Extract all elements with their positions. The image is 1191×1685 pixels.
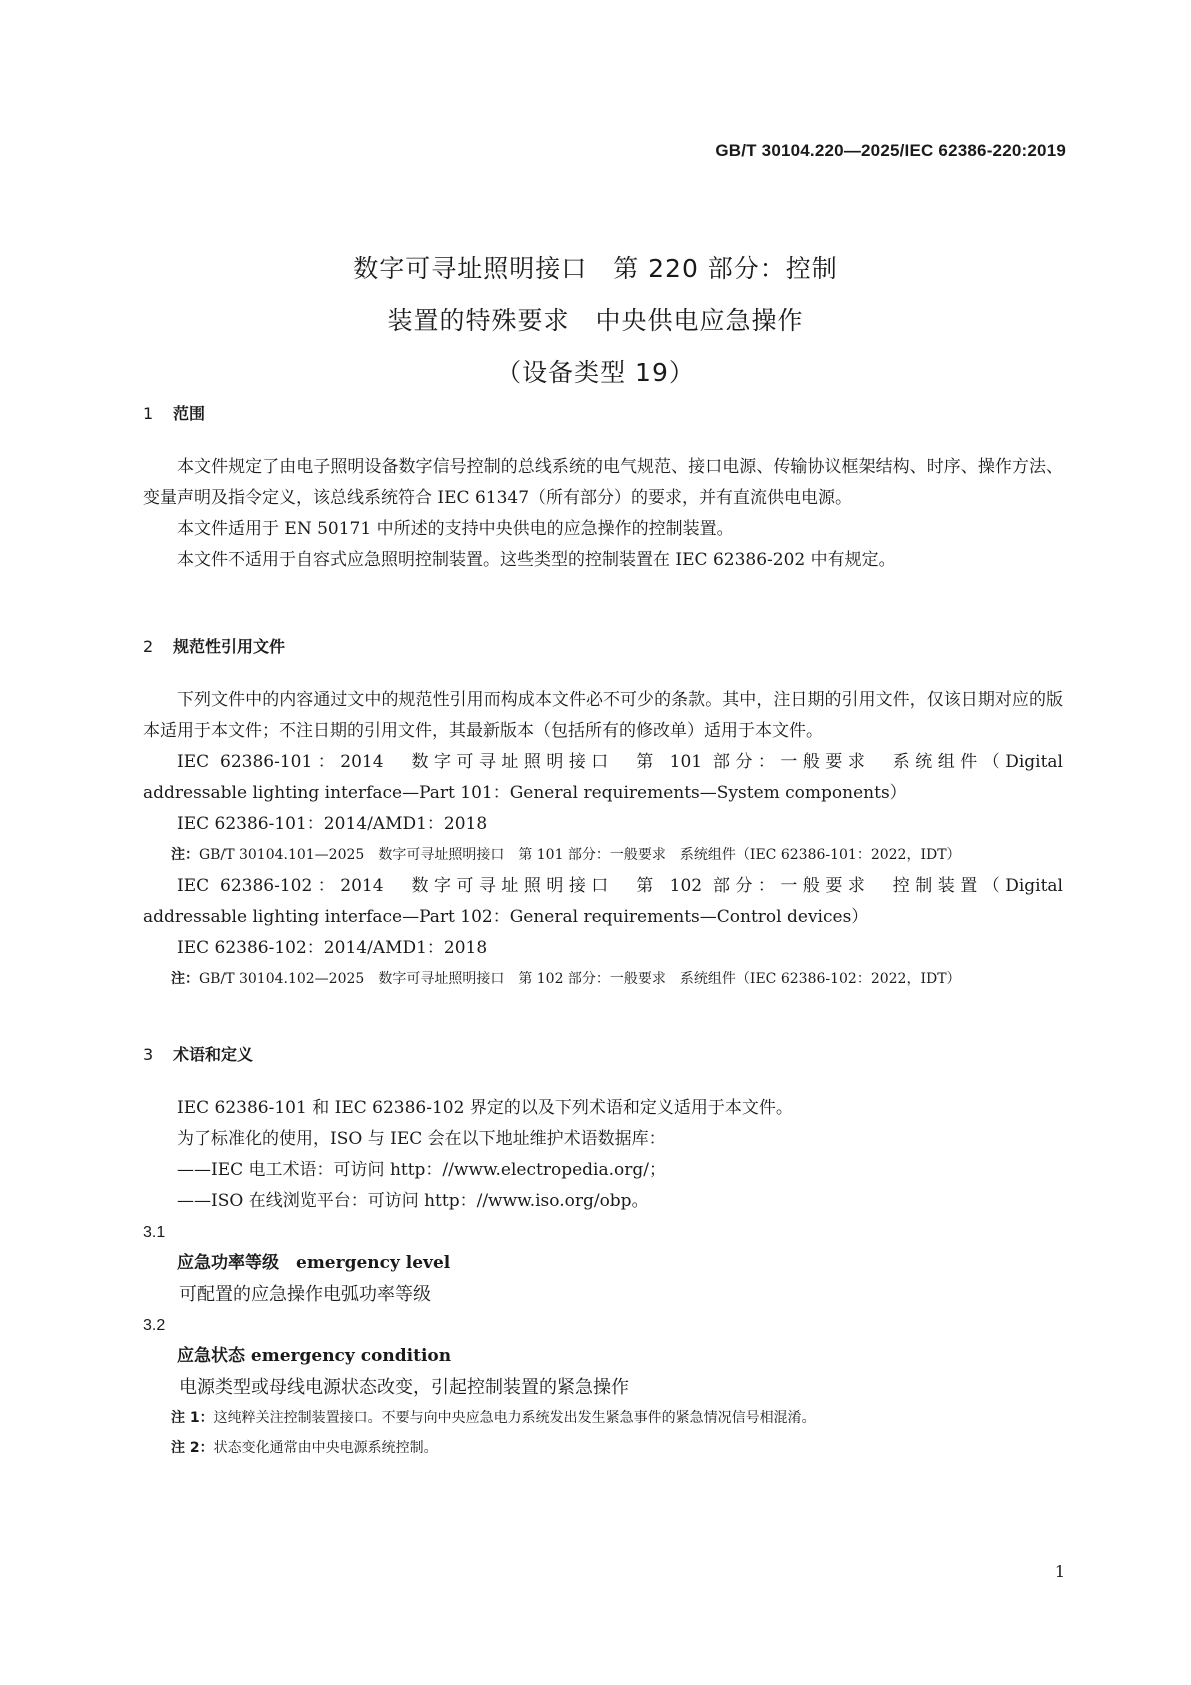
standard-number: GB/T 30104.220—2025/IEC 62386-220:2019 [715,141,1066,160]
reference-amendment: IEC 62386-101：2014/AMD1：2018 [177,814,488,834]
title-line-3: （设备类型 19） [496,358,695,387]
list-item: ——IEC 电工术语：可访问 http：//www.electropedia.org/； [177,1160,666,1180]
reference-title: IEC 62386-102：2014 数字可寻址照明接口 第 102 部分：一般要求 控制装置（Digital [177,876,1063,896]
section-1-body [143,452,1063,576]
title-line-2: 装置的特殊要求 中央供电应急操作 [387,306,804,335]
note-label: 注： [171,971,199,987]
page-number: 1 [1054,1562,1065,1581]
note-text: 状态变化通常由中央电源系统控制。 [213,1440,438,1456]
section-number: 1 [143,404,154,423]
reference-title-cont: addressable lighting interface—Part 102：General requirements—Control devices） [143,907,869,927]
term-note [143,1433,1063,1463]
reference-amendment: IEC 62386-102：2014/AMD1：2018 [177,938,488,958]
term-name-en: emergency condition [250,1346,452,1366]
section-title: 术语和定义 [173,1045,254,1064]
section-title: 规范性引用文件 [173,637,286,656]
section-number: 3 [143,1045,154,1064]
paragraph: 本文件不适用于自容式应急照明控制装置。这些类型的控制装置在 IEC 62386-202 中有规定。 [177,550,896,570]
reference-entry [143,871,1063,933]
reference-note [143,964,1063,995]
reference-note [143,840,1063,871]
section-1-heading [143,401,205,424]
term-name-cn: 应急功率等级 [177,1253,279,1273]
term-number: 3.2 [143,1317,166,1334]
section-2-body [143,685,1063,995]
note-text: GB/T 30104.101—2025 数字可寻址照明接口 第 101 部分：一般要求 系统组件（IEC 62386-101：2022，IDT） [199,847,961,863]
reference-entry [143,747,1063,809]
note-label: 注 1： [171,1410,214,1426]
note-label: 注： [171,847,199,863]
reference-title-cont: addressable lighting interface—Part 101：General requirements—System components） [143,783,907,803]
term-note [143,1403,1063,1433]
reference-title: IEC 62386-101：2014 数字可寻址照明接口 第 101 部分：一般要求 系统组件（Digital [177,752,1063,772]
term-definition: 可配置的应急操作电弧功率等级 [179,1284,431,1305]
section-3-body [143,1093,1063,1463]
section-2-heading [143,634,285,657]
note-text: GB/T 30104.102—2025 数字可寻址照明接口 第 102 部分：一般要求 系统组件（IEC 62386-102：2022，IDT） [199,971,961,987]
title-line-1: 数字可寻址照明接口 第 220 部分：控制 [353,254,838,283]
paragraph: 本文件规定了由电子照明设备数字信号控制的总线系统的电气规范、接口电源、传输协议框架结构、时序、操作方法、变量声明及指令定义，该总线系统符合 IEC 61347（所有部分）的要求，并有直流供电电源。 [143,457,1063,508]
term-name [143,1341,1063,1372]
paragraph: IEC 62386-101 和 IEC 62386-102 界定的以及下列术语和定义适用于本文件。 [177,1098,793,1118]
section-number: 2 [143,637,154,656]
term-definition: 电源类型或母线电源状态改变，引起控制装置的紧急操作 [179,1377,629,1398]
note-label: 注 2： [171,1440,214,1456]
paragraph: 下列文件中的内容通过文中的规范性引用而构成本文件必不可少的条款。其中，注日期的引用文件，仅该日期对应的版本适用于本文件；不注日期的引用文件，其最新版本（包括所有的修改单）适用于本文件。 [143,690,1063,741]
paragraph: 本文件适用于 EN 50171 中所述的支持中央供电的应急操作的控制装置。 [177,519,734,539]
list-item: ——ISO 在线浏览平台：可访问 http：//www.iso.org/obp。 [177,1191,649,1211]
section-3-heading [143,1042,253,1065]
term-name [143,1248,1063,1279]
paragraph: 为了标准化的使用，ISO 与 IEC 会在以下地址维护术语数据库： [177,1129,666,1149]
section-title: 范围 [173,404,206,423]
note-text: 这纯粹关注控制装置接口。不要与向中央应急电力系统发出发生紧急事件的紧急情况信号相混淆。 [213,1410,816,1426]
term-name-en: emergency level [296,1253,451,1273]
document-title [0,243,1191,399]
term-number: 3.1 [143,1224,166,1241]
term-name-cn: 应急状态 [177,1346,245,1366]
